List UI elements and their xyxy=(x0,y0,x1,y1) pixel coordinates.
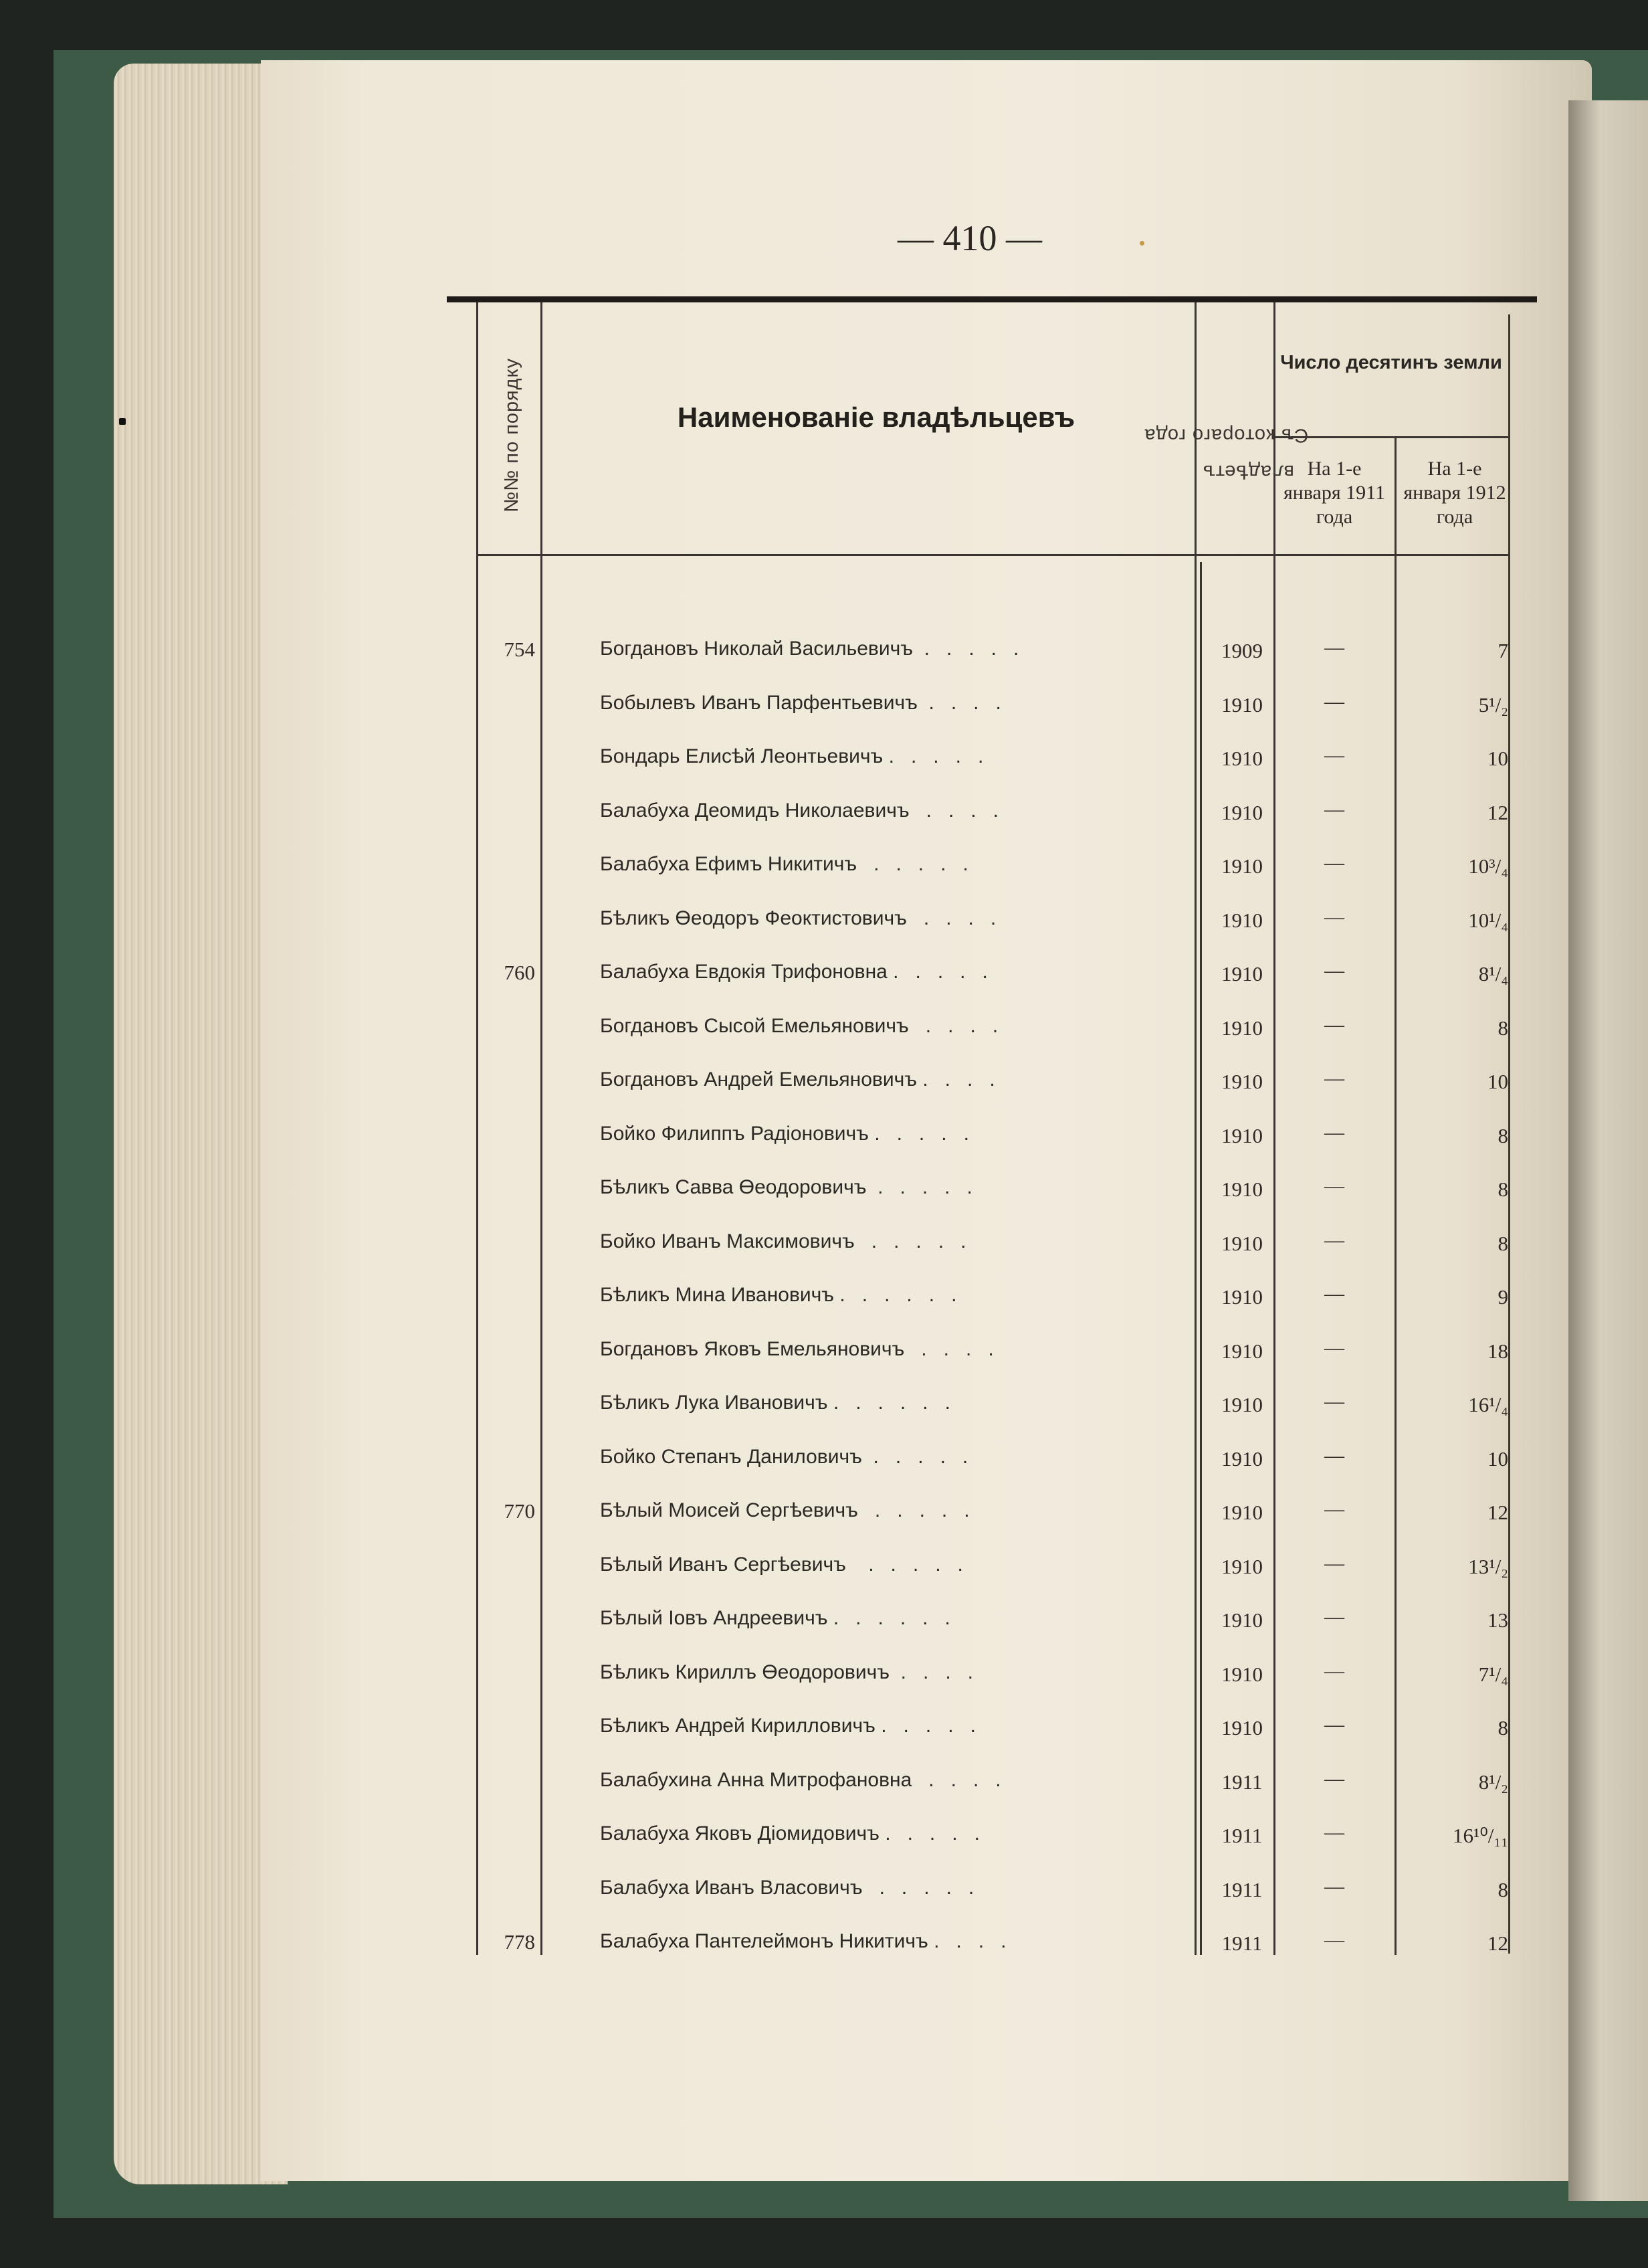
table-row xyxy=(0,1656,1538,1696)
land-1912: 10 xyxy=(1487,747,1508,770)
owner-name: Богдановъ Андрей Емельяновичъ . . . . xyxy=(600,1068,995,1091)
land-1912: 13 xyxy=(1487,1608,1508,1632)
since-year: 1910 xyxy=(1221,1231,1263,1255)
land-1911: — xyxy=(1324,1013,1344,1036)
owner-name: Балабуха Ефимъ Никитичъ . . . . . xyxy=(600,853,968,875)
paper-spot xyxy=(1140,241,1144,246)
owner-name: Бѣлый Иванъ Сергѣевичъ . . . . . xyxy=(600,1553,963,1576)
land-1911: — xyxy=(1324,959,1344,981)
table-row xyxy=(0,1925,1538,1965)
land-1912: 16¹/₄ xyxy=(1468,1393,1508,1416)
land-1911: — xyxy=(1324,1875,1344,1897)
land-1911: — xyxy=(1324,690,1344,713)
table-row xyxy=(0,1225,1538,1265)
header-group-rule xyxy=(1273,436,1509,438)
since-year: 1910 xyxy=(1221,1446,1263,1471)
since-year: 1910 xyxy=(1221,1016,1263,1040)
table-row xyxy=(0,1333,1538,1373)
header-land-group: Число десятинъ земли xyxy=(1280,352,1502,373)
since-year: 1910 xyxy=(1221,1285,1263,1309)
land-1912: 8 xyxy=(1498,1016,1508,1040)
land-1912: 13¹/₂ xyxy=(1468,1554,1508,1578)
owner-name: Бѣликъ Андрей Кирилловичъ . . . . . xyxy=(600,1715,976,1737)
land-1912: 8 xyxy=(1498,1177,1508,1201)
owner-name: Балабуха Пантелеймонъ Никитичъ . . . . xyxy=(600,1930,1007,1952)
table-row xyxy=(0,794,1538,834)
facing-page-edge xyxy=(1568,100,1648,2201)
table-row xyxy=(0,902,1538,942)
owner-name: Бойко Филиппъ Радіоновичъ . . . . . xyxy=(600,1122,969,1145)
table-row xyxy=(0,1817,1538,1857)
table-row xyxy=(0,1494,1538,1534)
since-year: 1911 xyxy=(1221,1824,1263,1847)
land-1911: — xyxy=(1324,1821,1344,1843)
header-number-label: №№ по порядку xyxy=(500,357,522,512)
since-year: 1910 xyxy=(1221,854,1263,878)
land-1912: 12 xyxy=(1487,1931,1508,1955)
land-1912: 8¹/₂ xyxy=(1478,1770,1508,1794)
since-year: 1909 xyxy=(1221,639,1263,662)
land-1911: — xyxy=(1324,797,1344,820)
owner-name: Бѣлый Моисей Сергѣевичъ . . . . . xyxy=(600,1499,970,1521)
header-1911-column: На 1-е января 1911 года xyxy=(1283,458,1386,528)
table-row xyxy=(0,1440,1538,1481)
since-year: 1910 xyxy=(1221,962,1263,985)
since-year: 1910 xyxy=(1221,747,1263,770)
land-1912: 7 xyxy=(1498,639,1508,662)
table-row xyxy=(0,1117,1538,1157)
land-1911: — xyxy=(1324,1713,1344,1735)
land-1911: — xyxy=(1324,1283,1344,1305)
table-row xyxy=(0,1548,1538,1588)
table-row xyxy=(0,1279,1538,1319)
header-name-column: Наименованіе владѣльцевъ xyxy=(677,401,1075,433)
since-year: 1910 xyxy=(1221,1070,1263,1093)
land-1912: 12 xyxy=(1487,1501,1508,1524)
table-row xyxy=(0,848,1538,888)
owner-name: Бойко Степанъ Даниловичъ . . . . . xyxy=(600,1445,968,1468)
land-1912: 5¹/₂ xyxy=(1478,692,1508,717)
land-1912: 18 xyxy=(1487,1339,1508,1363)
since-year: 1910 xyxy=(1221,1554,1263,1578)
owner-name: Бобылевъ Иванъ Парфентьевичъ . . . . xyxy=(600,691,1001,714)
land-1911: — xyxy=(1324,1228,1344,1251)
header-bottom-rule xyxy=(476,554,1509,556)
land-1911: — xyxy=(1324,1067,1344,1089)
since-year: 1910 xyxy=(1221,1501,1263,1524)
land-1911: — xyxy=(1324,1929,1344,1951)
table-row xyxy=(0,1171,1538,1211)
land-1911: — xyxy=(1324,905,1344,928)
since-year: 1910 xyxy=(1221,1393,1263,1416)
page-number: — 410 — xyxy=(898,218,1042,258)
since-year: 1910 xyxy=(1221,1177,1263,1201)
owner-name: Балабухина Анна Митрофановна . . . . xyxy=(600,1768,1001,1791)
owner-name: Бондарь Елисѣй Леонтьевичъ . . . . . xyxy=(600,745,984,767)
header-year-label: Съ котораго года владѣетъ xyxy=(1144,424,1309,482)
land-1911: — xyxy=(1324,636,1344,658)
land-1912: 8¹/₄ xyxy=(1478,962,1508,985)
owner-name: Богдановъ Николай Васильевичъ . . . . . xyxy=(600,638,1019,660)
land-1911: — xyxy=(1324,1121,1344,1143)
since-year: 1910 xyxy=(1221,1608,1263,1632)
owner-name: Балабуха Иванъ Власовичъ . . . . . xyxy=(600,1876,974,1899)
header-1912-column: На 1-е января 1912 года xyxy=(1403,458,1506,528)
land-1912: 10 xyxy=(1487,1446,1508,1471)
since-year: 1910 xyxy=(1221,1662,1263,1686)
owner-name: Бѣлый Іовъ Андреевичъ . . . . . . xyxy=(600,1607,950,1629)
since-year: 1911 xyxy=(1221,1931,1263,1955)
land-1912: 10 xyxy=(1487,1070,1508,1093)
land-1911: — xyxy=(1324,1498,1344,1520)
since-year: 1910 xyxy=(1221,1123,1263,1147)
land-1912: 7¹/₄ xyxy=(1478,1662,1508,1686)
land-1911: — xyxy=(1324,1336,1344,1359)
table-row xyxy=(0,1010,1538,1050)
owner-name: Балабуха Яковъ Діомидовичъ . . . . . xyxy=(600,1822,980,1845)
land-1911: — xyxy=(1324,1659,1344,1682)
table-row xyxy=(0,740,1538,780)
land-1911: — xyxy=(1324,1606,1344,1628)
owner-name: Балабуха Евдокія Трифоновна . . . . . xyxy=(600,961,988,983)
row-number: 754 xyxy=(504,638,535,661)
row-number: 770 xyxy=(504,1499,535,1523)
land-1911: — xyxy=(1324,852,1344,874)
land-1912: 8 xyxy=(1498,1123,1508,1147)
land-1911: — xyxy=(1324,1444,1344,1467)
owner-name: Бойко Иванъ Максимовичъ . . . . . xyxy=(600,1230,966,1252)
owner-name: Бѣликъ Мина Ивановичъ . . . . . . xyxy=(600,1284,957,1306)
row-number: 760 xyxy=(504,961,535,984)
since-year: 1910 xyxy=(1221,1716,1263,1739)
land-1912: 8 xyxy=(1498,1716,1508,1739)
land-1911: — xyxy=(1324,744,1344,766)
since-year: 1910 xyxy=(1221,692,1263,717)
land-1911: — xyxy=(1324,1175,1344,1197)
land-1912: 16¹⁰/₁₁ xyxy=(1453,1824,1508,1847)
ink-mark xyxy=(119,418,126,425)
table-row xyxy=(0,686,1538,727)
owner-name: Бѣликъ Савва Өеодоровичъ . . . . . xyxy=(600,1176,972,1198)
land-1912: 10³/₄ xyxy=(1468,854,1508,878)
owner-name: Бѣликъ Өеодоръ Феоктистовичъ . . . . xyxy=(600,907,997,929)
land-1911: — xyxy=(1324,1767,1344,1790)
land-1911: — xyxy=(1324,1390,1344,1412)
owner-name: Богдановъ Яковъ Емельяновичъ . . . . xyxy=(600,1337,994,1360)
land-1912: 8 xyxy=(1498,1231,1508,1255)
table-row xyxy=(0,1602,1538,1642)
land-1912: 10¹/₄ xyxy=(1468,908,1508,932)
table-row xyxy=(0,632,1538,672)
table-row xyxy=(0,1063,1538,1103)
land-1912: 12 xyxy=(1487,800,1508,824)
table-row xyxy=(0,955,1538,996)
owner-name: Богдановъ Сысой Емельяновичъ . . . . xyxy=(600,1014,999,1037)
owner-name: Бѣликъ Лука Ивановичъ . . . . . . xyxy=(600,1392,950,1414)
owner-name: Бѣликъ Кириллъ Өеодоровичъ . . . . xyxy=(600,1661,974,1683)
since-year: 1911 xyxy=(1221,1877,1263,1901)
row-number: 778 xyxy=(504,1930,535,1954)
table-row xyxy=(0,1871,1538,1911)
land-1912: 9 xyxy=(1498,1285,1508,1309)
land-1911: — xyxy=(1324,1551,1344,1574)
since-year: 1910 xyxy=(1221,908,1263,932)
since-year: 1910 xyxy=(1221,800,1263,824)
header-number-column xyxy=(492,314,532,555)
table-row xyxy=(0,1386,1538,1426)
table-top-rule xyxy=(447,296,1537,302)
table-row xyxy=(0,1764,1538,1804)
since-year: 1911 xyxy=(1221,1770,1263,1794)
table-row xyxy=(0,1709,1538,1750)
owner-name: Балабуха Деомидъ Николаевичъ . . . . xyxy=(600,799,999,822)
header-year-column xyxy=(1144,314,1309,555)
since-year: 1910 xyxy=(1221,1339,1263,1363)
land-1912: 8 xyxy=(1498,1877,1508,1901)
